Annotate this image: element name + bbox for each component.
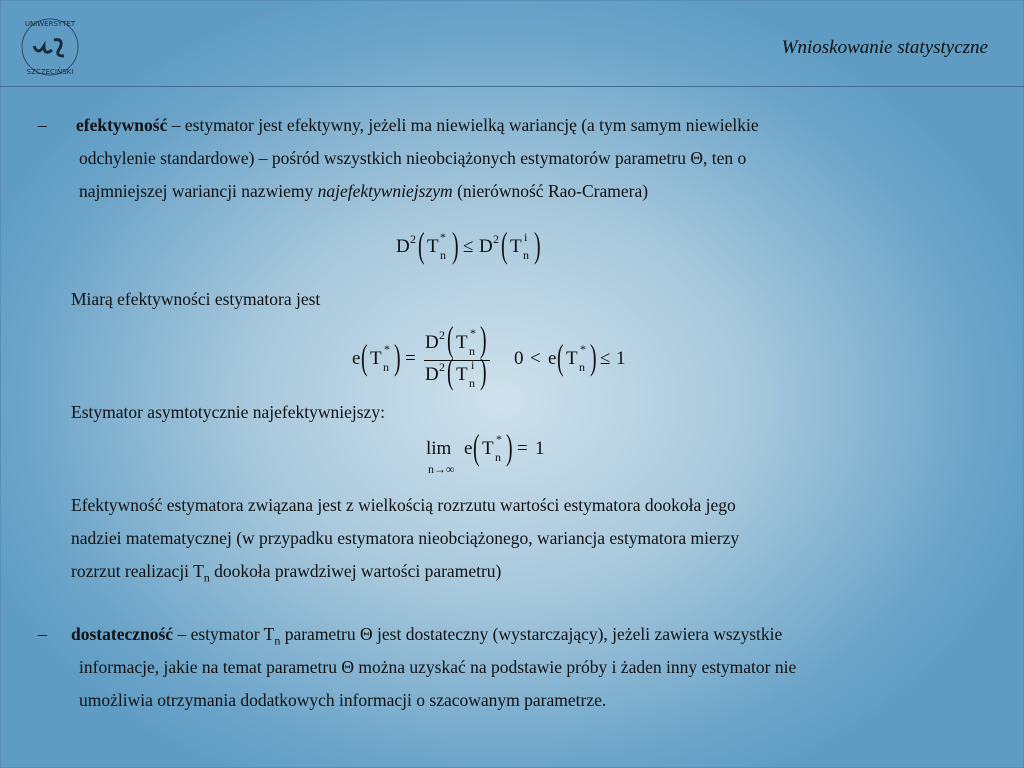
f1-n2: n bbox=[523, 248, 529, 262]
f1-i: i bbox=[524, 230, 528, 244]
f2-eq: = bbox=[405, 348, 416, 369]
f2-num-n: n bbox=[469, 344, 475, 358]
f2-num-sq: 2 bbox=[439, 328, 445, 342]
f2-T: T bbox=[370, 348, 382, 369]
bullet1-line3-italic: najefektywniejszym bbox=[317, 181, 453, 201]
bullet1-line3-pre: najmniejszej wariancji nazwiemy bbox=[79, 181, 318, 201]
f2-one: 1 bbox=[616, 348, 626, 369]
f3-one: 1 bbox=[535, 438, 545, 459]
f1-paren-open1: ( bbox=[418, 225, 425, 265]
f2-den-sq: 2 bbox=[439, 360, 445, 374]
formula-asymptotic-limit bbox=[426, 427, 556, 480]
asymptotic-label: Estymator asymtotycznie najefektywniejszy: bbox=[71, 402, 385, 422]
f2-star: * bbox=[384, 342, 390, 356]
f2-den-paren-open: ( bbox=[447, 351, 454, 391]
para-line3-post: dookoła prawdziwej wartości parametru) bbox=[209, 561, 502, 581]
f2-paren-open: ( bbox=[361, 337, 368, 377]
f1-sq1: 2 bbox=[410, 232, 416, 246]
para-line1: Efektywność estymatora związana jest z wielkością rozrzutu wartości estymatora dookoła jego bbox=[71, 495, 736, 515]
bullet1-line2: odchylenie standardowe) – pośród wszystkich nieobciążonych estymatorów parametru Θ, ten o bbox=[79, 148, 747, 168]
svg-text:UNIWERSYTET: UNIWERSYTET bbox=[24, 20, 76, 28]
f1-D2: D bbox=[479, 236, 493, 257]
term-dostatecznosc: dostateczność bbox=[71, 624, 174, 644]
f2-T2: T bbox=[566, 348, 578, 369]
f2-num-paren-open: ( bbox=[447, 319, 454, 359]
bullet1-line3-post: (nierówność Rao-Cramera) bbox=[452, 181, 649, 201]
f3-paren-open: ( bbox=[473, 427, 480, 467]
formula-efficiency-measure bbox=[352, 319, 642, 392]
f2-zero: 0 bbox=[514, 348, 524, 369]
f2-lt: < bbox=[530, 348, 541, 369]
para-line3-sub: n bbox=[203, 570, 210, 585]
bullet1-line1-rest: – estymator jest efektywny, jeżeli ma niewielką wariancję (a tym samym niewielkie bbox=[167, 115, 759, 135]
f3-eq: = bbox=[517, 438, 528, 459]
para-line3-pre: rozrzut realizacji T bbox=[71, 561, 204, 581]
header-divider bbox=[0, 86, 1024, 87]
f1-T2: T bbox=[510, 236, 522, 257]
f2-den-D: D bbox=[425, 364, 439, 385]
f3-paren-close: ) bbox=[506, 427, 513, 467]
f1-paren-close2: ) bbox=[534, 225, 541, 265]
f2-star2: * bbox=[580, 342, 586, 356]
f1-T1: T bbox=[427, 236, 439, 257]
university-logo bbox=[14, 16, 86, 78]
f3-lim: lim bbox=[426, 438, 452, 459]
formula-rao-cramer bbox=[396, 225, 556, 268]
bullet2-line1-sub: n bbox=[274, 633, 281, 648]
f1-n1: n bbox=[440, 248, 446, 262]
f1-sq2: 2 bbox=[493, 232, 499, 246]
term-efektywnosc: efektywność bbox=[76, 115, 168, 135]
f2-n: n bbox=[383, 360, 389, 374]
bullet2-line1-pre: – estymator T bbox=[173, 624, 275, 644]
f2-den-paren-close: ) bbox=[480, 351, 487, 391]
f2-paren-close: ) bbox=[394, 337, 401, 377]
f3-star: * bbox=[496, 432, 502, 446]
para-line2: nadziei matematycznej (w przypadku estymatora nieobciążonego, wariancja estymatora mierzy bbox=[71, 528, 740, 548]
f2-num-D: D bbox=[425, 332, 439, 353]
f2-e: e bbox=[352, 348, 361, 369]
bullet2-line2: informacje, jakie na temat parametru Θ można uzyskać na podstawie próby i żaden inny estymator nie bbox=[79, 657, 797, 677]
bullet2-dash: – bbox=[38, 624, 47, 644]
bullet1-line3 bbox=[79, 180, 648, 202]
measure-label: Miarą efektywności estymatora jest bbox=[71, 289, 321, 309]
f2-den-T: T bbox=[456, 364, 468, 385]
f2-e2: e bbox=[548, 348, 557, 369]
slide-header-title: Wnioskowanie statystyczne bbox=[781, 37, 988, 58]
svg-text:SZCZECIŃSKI: SZCZECIŃSKI bbox=[26, 68, 74, 76]
f2-leq: ≤ bbox=[600, 348, 611, 369]
f2-num-paren-close: ) bbox=[480, 319, 487, 359]
f2-den-i: i bbox=[471, 358, 475, 372]
f1-paren-open2: ( bbox=[501, 225, 508, 265]
f1-D1: D bbox=[396, 236, 410, 257]
f1-leq: ≤ bbox=[463, 236, 474, 257]
f2-num-star: * bbox=[470, 326, 476, 340]
f1-paren-close1: ) bbox=[452, 225, 459, 265]
f3-T: T bbox=[482, 438, 494, 459]
f3-n: n bbox=[495, 450, 501, 464]
f1-star: * bbox=[440, 230, 446, 244]
f2-num-T: T bbox=[456, 332, 468, 353]
para-line3 bbox=[71, 560, 501, 589]
bullet2-line3: umożliwia otrzymania dodatkowych informacji o szacowanym parametrze. bbox=[79, 690, 607, 710]
f2-paren-open2: ( bbox=[557, 337, 564, 377]
bullet1-line1 bbox=[76, 114, 759, 136]
f2-den-n: n bbox=[469, 376, 475, 390]
f2-n2: n bbox=[579, 360, 585, 374]
f3-e: e bbox=[464, 438, 473, 459]
f2-paren-close2: ) bbox=[590, 337, 597, 377]
f3-lim-sub: n→∞ bbox=[428, 462, 455, 476]
bullet2-line1 bbox=[71, 623, 782, 652]
bullet2-line1-post: parametru Θ jest dostateczny (wystarczający), jeżeli zawiera wszystkie bbox=[280, 624, 783, 644]
bullet1-dash: – bbox=[38, 115, 47, 135]
